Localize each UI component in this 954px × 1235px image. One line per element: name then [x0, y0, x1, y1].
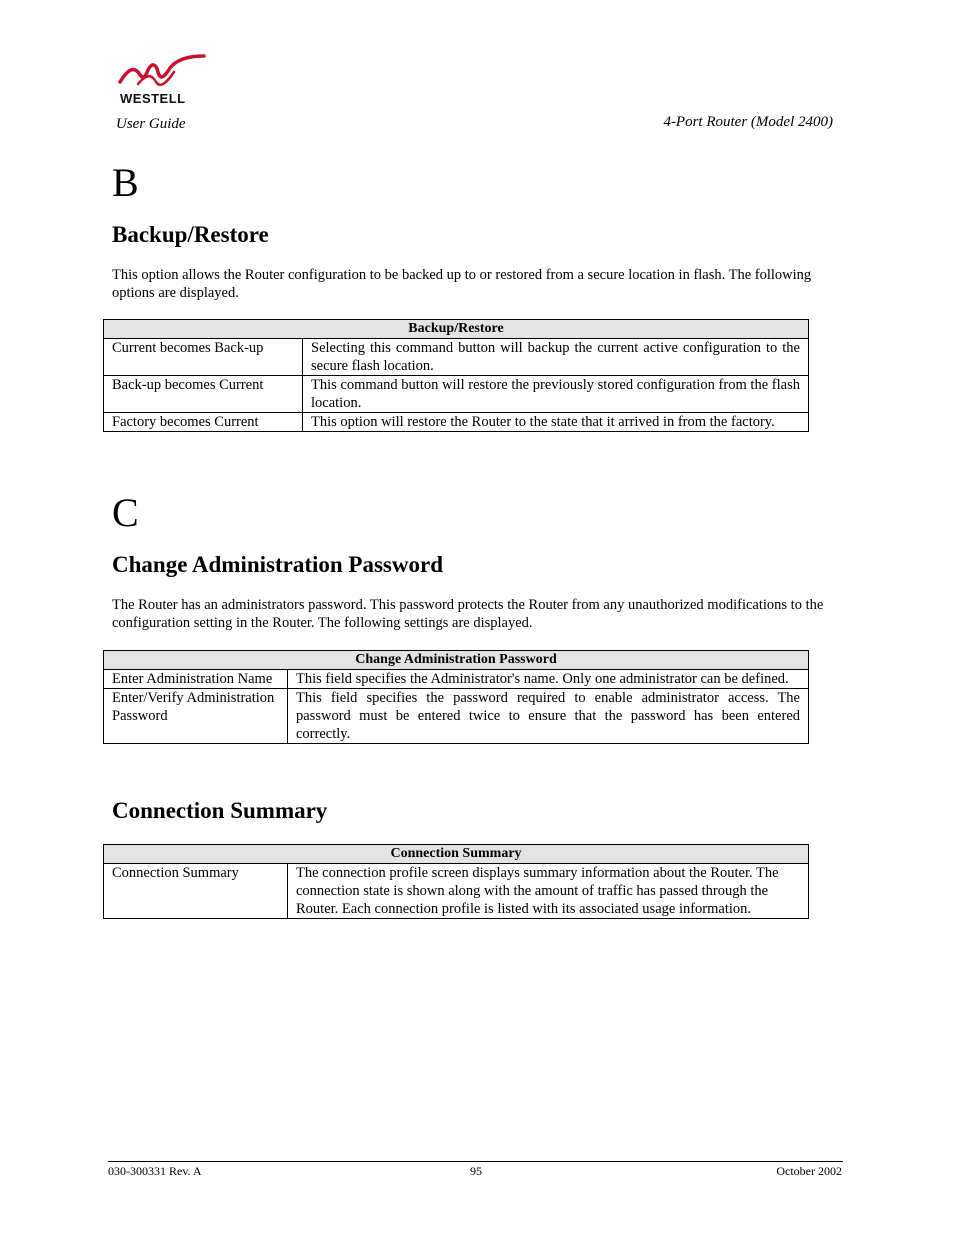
table-row — [104, 670, 809, 689]
table-description: This command button will restore the previously stored configuration from the flash location. — [303, 376, 809, 413]
heading-connection-summary: Connection Summary — [112, 798, 328, 823]
table-row — [104, 339, 809, 376]
table-title: Connection Summary — [104, 845, 809, 864]
table-term: Enter Administration Name — [104, 670, 288, 689]
heading-backup-restore: Backup/Restore — [112, 222, 269, 247]
table-term: Connection Summary — [104, 864, 288, 919]
table-description: The connection profile screen displays summary information about the Router. The connection state is shown along with the amount of traffic has passed through the Router. Each connection profile is listed with its associated usage information. — [288, 864, 809, 919]
change-admin-password-intro: The Router has an administrators password. This password protects the Router from any unauthorized modifications to the configuration setting in the Router. The following settings are displayed. — [112, 597, 824, 631]
section-letter-b: B — [112, 160, 139, 205]
table-title: Change Administration Password — [104, 651, 809, 670]
table-title: Backup/Restore — [104, 320, 809, 339]
footer-rule — [108, 1161, 843, 1162]
table-term: Current becomes Back-up — [104, 339, 303, 376]
section-letter-c: C — [112, 490, 139, 535]
table-description: Selecting this command button will backup the current active configuration to the secure flash location. — [303, 339, 809, 376]
table-row — [104, 864, 809, 919]
table-description: This field specifies the Administrator's name. Only one administrator can be defined. — [288, 670, 809, 689]
table-description: This field specifies the password required to enable administrator access. The password must be entered twice to ensure that the password has been entered correctly. — [288, 689, 809, 744]
table-term: Enter/Verify Administration Password — [104, 689, 288, 744]
table-description: This option will restore the Router to the state that it arrived in from the factory. — [303, 413, 809, 432]
change-admin-password-table — [103, 650, 809, 744]
table-term: Back-up becomes Current — [104, 376, 303, 413]
heading-change-admin-password: Change Administration Password — [112, 552, 443, 577]
footer-page-number: 95 — [470, 1164, 482, 1178]
header-product: 4-Port Router (Model 2400) — [663, 114, 833, 130]
westell-logo — [116, 54, 206, 108]
table-row — [104, 413, 809, 432]
table-term: Factory becomes Current — [104, 413, 303, 432]
table-row — [104, 689, 809, 744]
table-row — [104, 376, 809, 413]
connection-summary-table — [103, 844, 809, 919]
footer-date: October 2002 — [776, 1164, 842, 1178]
backup-restore-intro: This option allows the Router configuration to be backed up to or restored from a secure location in flash. The following options are displayed. — [112, 267, 812, 301]
westell-swoosh-icon — [116, 54, 206, 94]
footer-doc-number: 030-300331 Rev. A — [108, 1164, 202, 1178]
backup-restore-table — [103, 319, 809, 432]
logo-wordmark: WESTELL — [120, 91, 186, 106]
header-doc-type: User Guide — [116, 116, 186, 132]
